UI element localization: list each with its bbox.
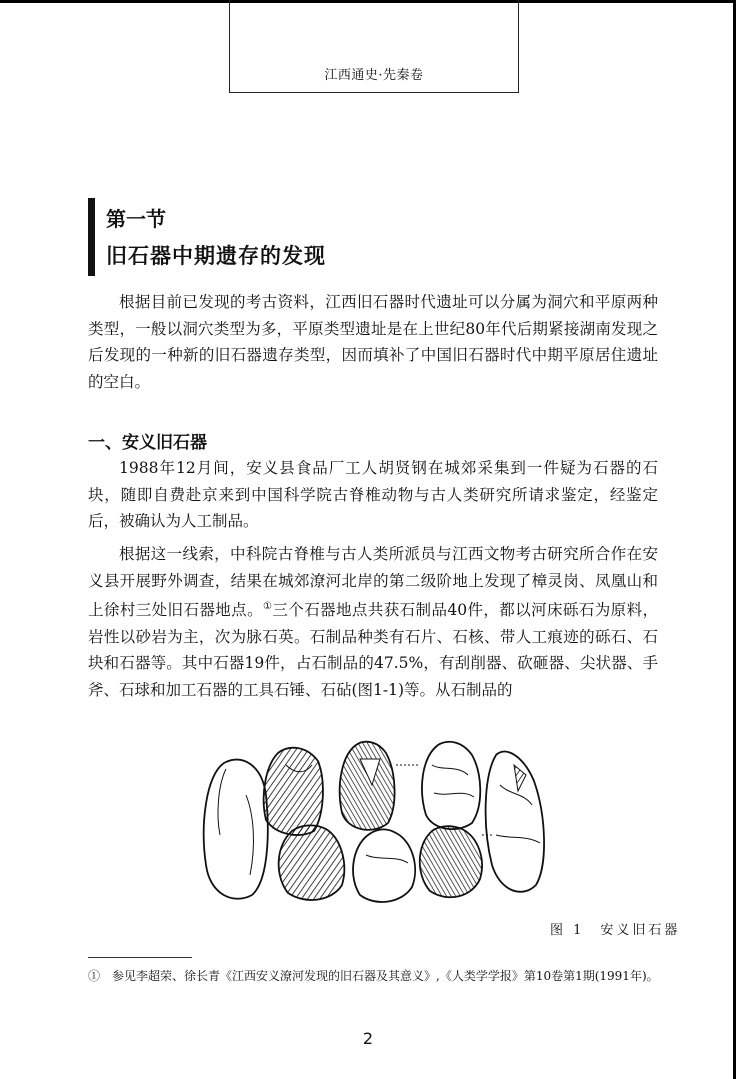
- stone-tools-figure: [196, 735, 668, 907]
- subsection-title: 一、安义旧石器: [88, 433, 207, 453]
- paragraph-survey: [88, 541, 658, 703]
- stone-tool-4: [422, 742, 480, 829]
- stone-tool-2: [264, 748, 323, 835]
- running-header-title: 江西通史·先秦卷: [324, 68, 424, 83]
- stone-tool-5: [279, 825, 345, 900]
- page-number: 2: [362, 1029, 374, 1048]
- intro-paragraph: 根据目前已发现的考古资料，江西旧石器时代遗址可以分属为洞穴和平原两种类型，一般以洞穴类型为多，平原类型遗址是在上世纪80年代后期紧接湖南发现之后发现的一种新的旧石器遗存类型，因而填补了中国旧石器时代中期平原居住遗址的空白。: [88, 293, 658, 391]
- stone-tool-3: [340, 742, 395, 830]
- footnote-text: ① 参见李超荣、徐长青《江西安义潦河发现的旧石器及其意义》,《人类学学报》第10卷第1期(1991年)。: [88, 969, 659, 983]
- footnote-separator: [88, 957, 192, 958]
- running-header: [229, 0, 519, 93]
- stone-tool-7: [420, 826, 482, 897]
- paragraph-survey-part2: 三个石器地点共获石制品40件，都以河床砾石为原料，岩性以砂岩为主，次为脉石英。石制品种类有石片、石核、带人工痕迹的砾石、石块和石器等。其中石器19件，占石制品的47.5%，有刮削器、砍砸器、尖状器、手斧、石球和加工石器的工具石锤、石砧(图1-1)等。从石制品的: [88, 601, 658, 699]
- section-title: 旧石器中期遗存的发现: [106, 243, 326, 268]
- section-marker-bar: [88, 198, 95, 276]
- paragraph-survey-part1: 根据这一线索，中科院古脊椎与古人类所派员与江西文物考古研究所合作在安义县开展野外调查，结果在城郊潦河北岸的第二级阶地上发现了樟灵岗、凤凰山和上徐村三处旧石器地点。: [88, 545, 658, 620]
- stone-tool-8: [486, 751, 544, 891]
- stone-tool-6: [353, 829, 415, 902]
- figure-caption: 图 1 安义旧石器: [550, 923, 681, 938]
- footnote-reference: ①: [263, 601, 273, 612]
- stone-tool-1: [204, 760, 268, 899]
- section-number: 第一节: [106, 207, 166, 231]
- paragraph-discovery: 1988年12月间，安义县食品厂工人胡贤钢在城郊采集到一件疑为石器的石块，随即自费赴京来到中国科学院古脊椎动物与古人类研究所请求鉴定，经鉴定后，被确认为人工制品。: [88, 459, 658, 530]
